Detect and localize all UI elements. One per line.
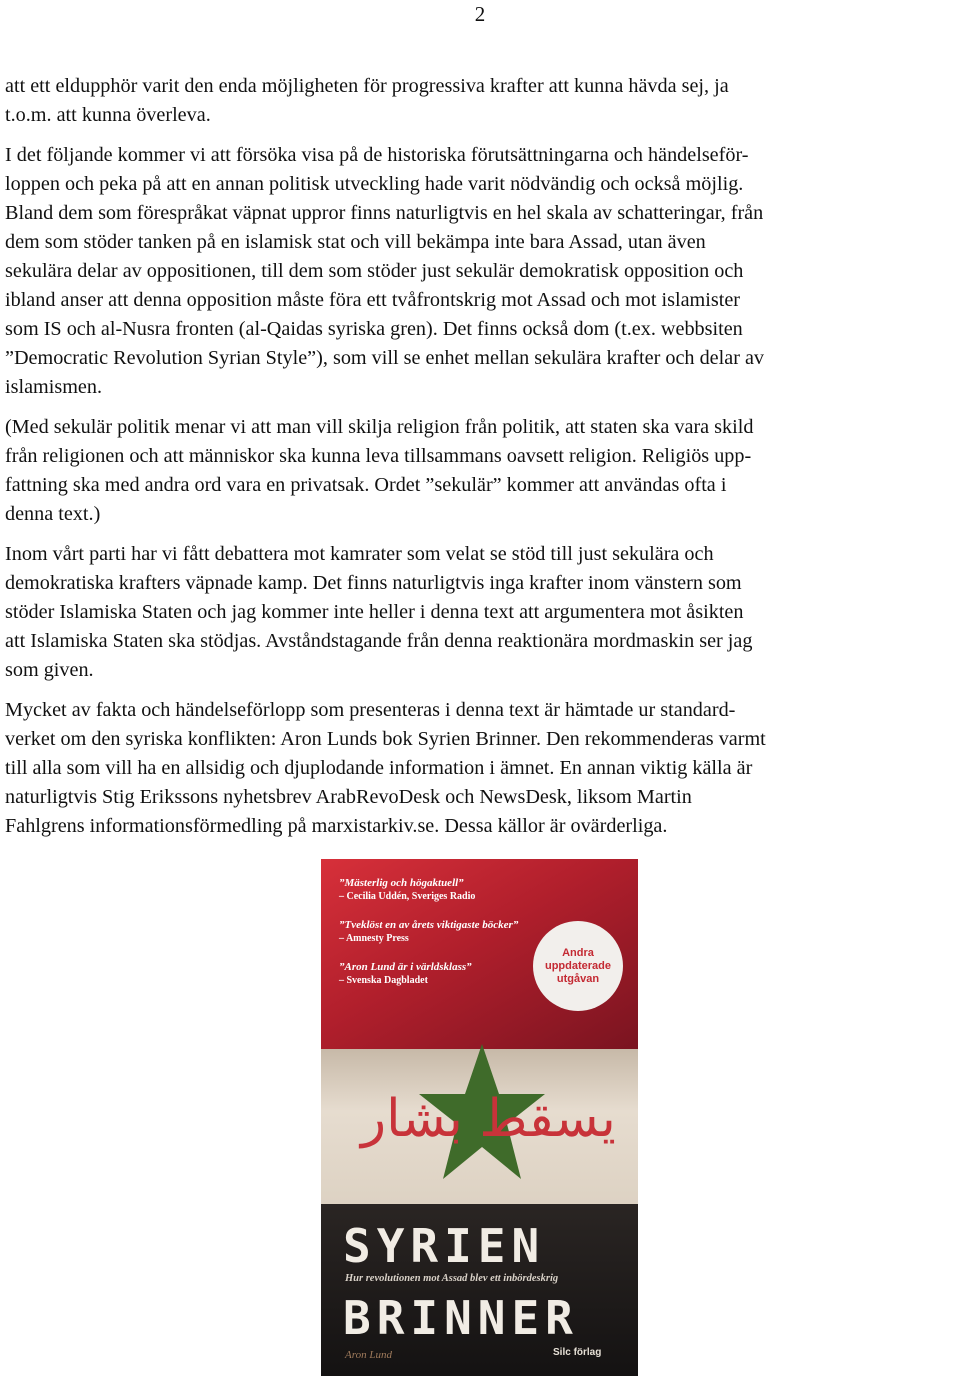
cover-quote-3 <box>339 961 472 987</box>
text-line: att Islamiska Staten ska stödjas. Avståndstagande från denna reaktionära mordmaskin ser jag <box>5 630 753 652</box>
text-line: verket om den syriska konflikten: Aron Lunds bok Syrien Brinner. Den rekommenderas varmt <box>5 728 766 750</box>
text-line: att ett eldupphör varit den enda möjligheten för progressiva krafter att kunna hävda sej, ja <box>5 75 729 97</box>
paragraph-2 <box>5 141 957 402</box>
cover-subtitle: Hur revolutionen mot Assad blev ett inbördeskrig <box>345 1273 559 1284</box>
text-line: islamismen. <box>5 376 103 398</box>
body-text <box>5 72 957 852</box>
quote-text: ”Aron Lund är i världsklass” <box>339 961 472 973</box>
edition-badge-text: Andra uppdaterade utgåvan <box>544 946 611 985</box>
text-line: fattning ska med andra ord vara en privatsak. Ordet ”sekulär” kommer att användas ofta i <box>5 474 727 496</box>
book-cover-image <box>321 859 638 1376</box>
text-line: dem som stöder tanken på en islamisk stat och vill bekämpa inte bara Assad, utan även <box>5 231 706 253</box>
cover-quote-1 <box>339 877 475 903</box>
paragraph-1 <box>5 72 957 130</box>
quote-source: – Svenska Dagbladet <box>339 975 428 986</box>
text-line: Fahlgrens informationsförmedling på marxistarkiv.se. Dessa källor är ovärderliga. <box>5 815 668 837</box>
text-line: loppen och peka på att en annan politisk utveckling hade varit nödvändig och också möjlig. <box>5 173 744 195</box>
text-line: som given. <box>5 659 94 681</box>
text-line: ”Democratic Revolution Syrian Style”), som vill se enhet mellan sekulära krafter och delar av <box>5 347 765 369</box>
cover-publisher: Silc förlag <box>553 1347 602 1358</box>
text-line: stöder Islamiska Staten och jag kommer inte heller i denna text att argumentera mot åsikten <box>5 601 744 623</box>
text-line: ibland anser att denna opposition måste föra ett tvåfrontskrig mot Assad och mot islamister <box>5 289 741 311</box>
quote-text: ”Mästerlig och högaktuell” <box>339 877 464 889</box>
edition-badge <box>533 921 623 1011</box>
cover-title-line-1: SYRIEN <box>343 1219 546 1273</box>
text-line: I det följande kommer vi att försöka visa på de historiska förutsättningarna och händelseför- <box>5 144 749 166</box>
text-line: demokratiska krafters väpnade kamp. Det finns naturligtvis inga krafter inom vänstern som <box>5 572 742 594</box>
quote-text: ”Tveklöst en av årets viktigaste böcker” <box>339 919 519 931</box>
arabic-graffiti: يسقط بشار <box>361 1089 616 1149</box>
cover-author: Aron Lund <box>345 1349 392 1361</box>
text-line: Inom vårt parti har vi fått debattera mot kamrater som velat se stöd till just sekulära och <box>5 543 714 565</box>
quote-source: – Amnesty Press <box>339 933 409 944</box>
text-line: (Med sekulär politik menar vi att man vill skilja religion från politik, att staten ska vara skild <box>5 416 754 438</box>
paragraph-5 <box>5 696 957 841</box>
cover-quote-2 <box>339 919 518 945</box>
text-line: sekulära delar av oppositionen, till dem som stöder just sekulär demokratisk opposition och <box>5 260 744 282</box>
text-line: Mycket av fakta och händelseförlopp som presenteras i denna text är hämtade ur standard- <box>5 699 736 721</box>
page-number: 2 <box>474 2 486 26</box>
text-line: till alla som vill ha en allsidig och djuplodande information i ämnet. En annan viktig källa är <box>5 757 753 779</box>
text-line: denna text.) <box>5 503 101 525</box>
paragraph-4 <box>5 540 957 685</box>
paragraph-3 <box>5 413 957 529</box>
text-line: som IS och al-Nusra fronten (al-Qaidas syriska gren). Det finns också dom (t.ex. webbsiten <box>5 318 743 340</box>
text-line: från religionen och att människor ska kunna leva tillsammans oavsett religion. Religiös upp- <box>5 445 752 467</box>
quote-source: – Cecilia Uddén, Sveriges Radio <box>339 891 476 902</box>
text-line: t.o.m. att kunna överleva. <box>5 104 211 126</box>
text-line: Bland dem som förespråkat väpnat uppror finns naturligtvis en hel skala av schatteringar, från <box>5 202 764 224</box>
text-line: naturligtvis Stig Erikssons nyhetsbrev ArabRevoDesk och NewsDesk, liksom Martin <box>5 786 692 808</box>
cover-title-line-2: BRINNER <box>343 1291 579 1345</box>
